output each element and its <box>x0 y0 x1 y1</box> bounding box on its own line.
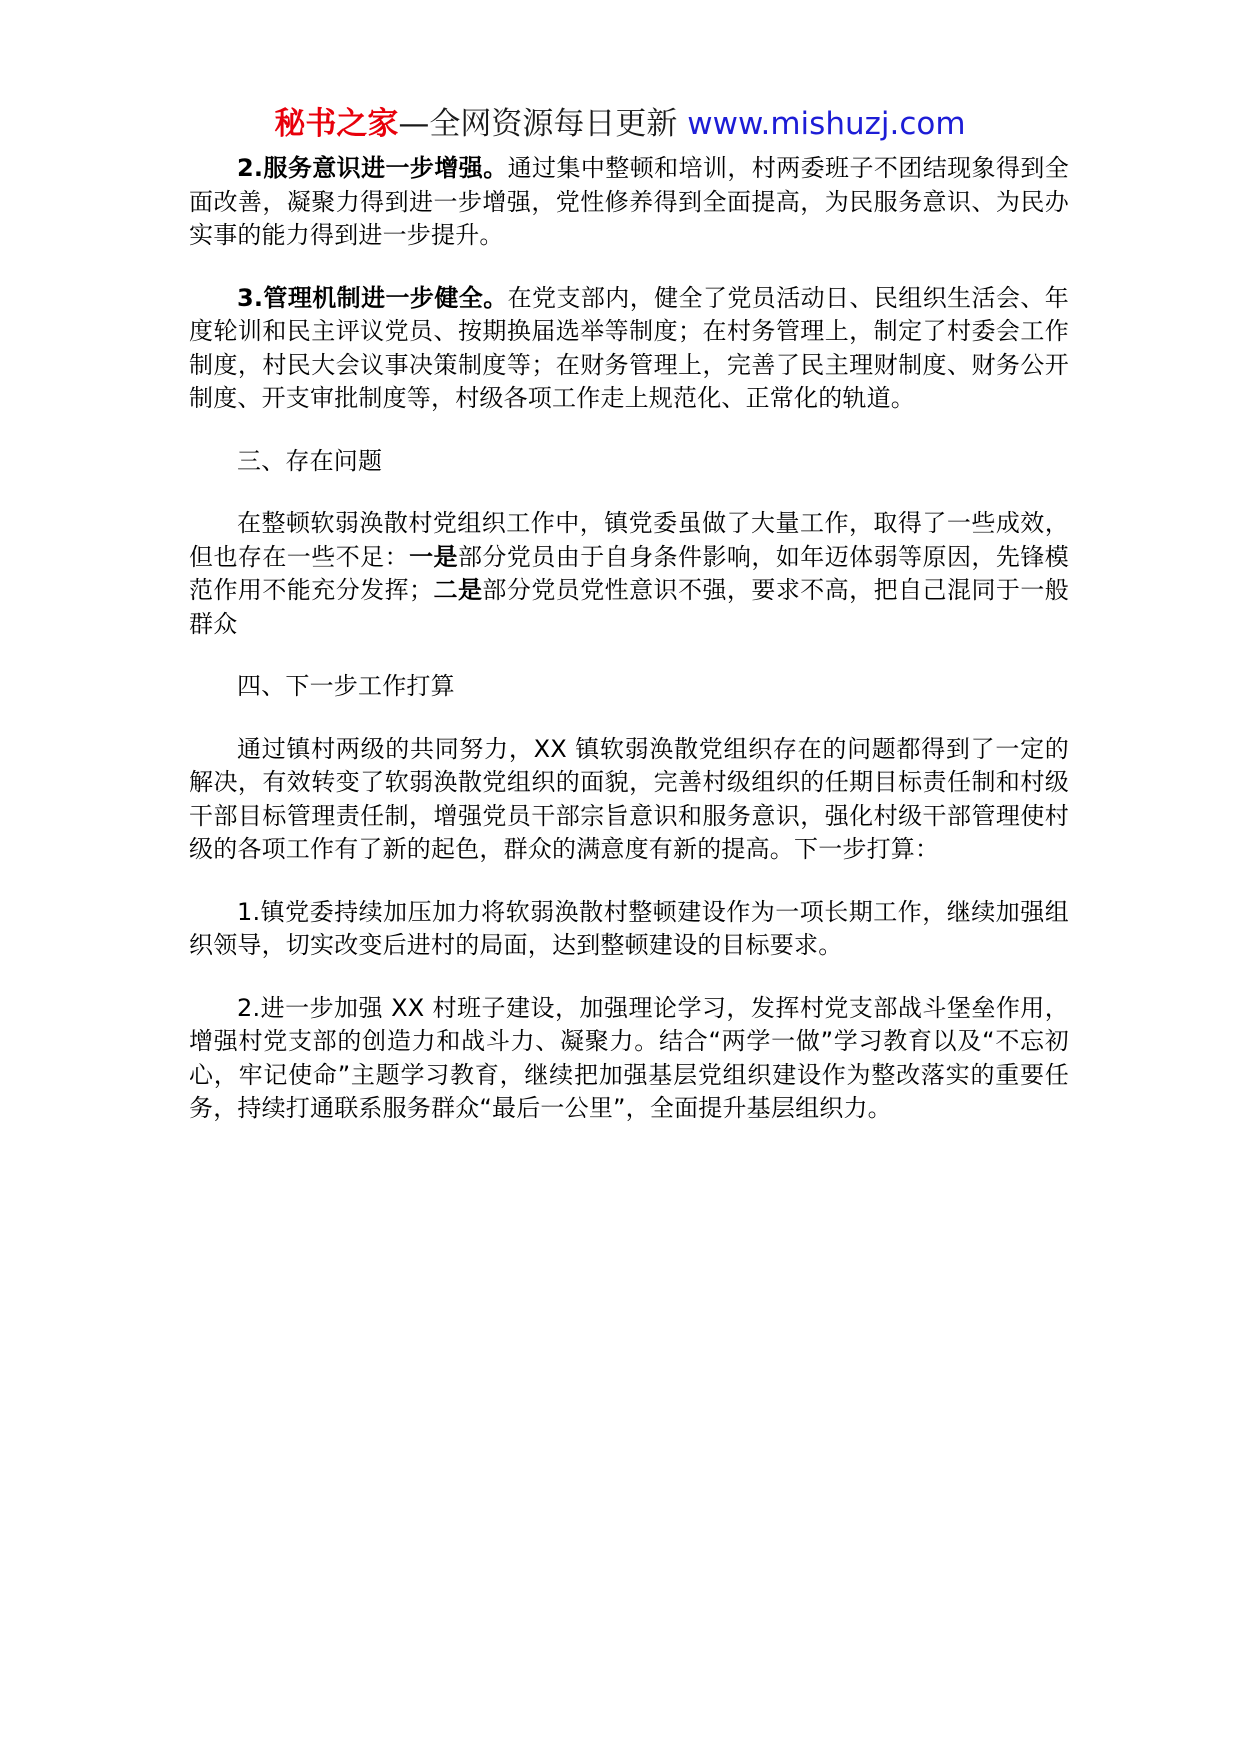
brand-slogan: —全网资源每日更新 <box>398 106 688 142</box>
paragraph-text: 在党支部内，健全了党员活动日、民组织生活会、年度轮训和民主评议党员、按期换届选举等制度；在村务管理上，制定了村委会工作制度，村民大会议事决策制度等；在财务管理上，完善了民主理财制度、财务公开制度、开支审批制度等，村级各项工作走上规范化、正常化的轨道。 <box>189 283 1069 412</box>
point-one-bold: 一是 <box>409 542 458 571</box>
paragraph-text: 在整顿软弱涣散村党组织工作中，镇党委虽做了大量工作，取得了一些成效，但也存在一些不足： <box>189 509 1069 571</box>
brand-url[interactable]: www.mishuzj.com <box>687 106 966 142</box>
paragraph-text: 部分党员党性意识不强，要求不高，把自己混同于一般群众 <box>189 576 1069 638</box>
paragraph-problems <box>189 507 1069 641</box>
point-two-bold: 二是 <box>433 576 483 604</box>
page-header <box>0 104 1240 144</box>
paragraph-text: 部分党员由于自身条件影响，如年迈体弱等原因，先锋模范作用不能充分发挥； <box>189 542 1069 604</box>
paragraph-lead-bold: 2.服务意识进一步增强。 <box>237 154 508 182</box>
document-body <box>189 152 1069 1155</box>
paragraph-service-awareness <box>189 152 1069 253</box>
paragraph-next-step-1: 1.镇党委持续加压加力将软弱涣散村整顿建设作为一项长期工作，继续加强组织领导，切实改变后进村的局面，达到整顿建设的目标要求。 <box>189 897 1069 959</box>
section-heading-next-steps: 四、下一步工作打算 <box>237 672 455 700</box>
brand-name: 秘书之家 <box>274 106 399 142</box>
paragraph-text: 通过集中整顿和培训，村两委班子不团结现象得到全面改善，凝聚力得到进一步增强，党性修养得到全面提高，为民服务意识、为民办实事的能力得到进一步提升。 <box>189 154 1069 249</box>
paragraph-next-step-2: 2.进一步加强 XX 村班子建设，加强理论学习，发挥村党支部战斗堡垒作用，增强村党支部的创造力和战斗力、凝聚力。结合“两学一做”学习教育以及“不忘初心，牢记使命”主题学习教育，继续把加强基层党组织建设作为整改落实的重要任务，持续打通联系服务群众“最后一公里”，全面提升基层组织力。 <box>189 993 1069 1122</box>
section-heading-problems: 三、存在问题 <box>237 446 383 475</box>
paragraph-lead-bold: 3.管理机制进一步健全。 <box>237 283 508 312</box>
paragraph-next-steps-intro: 通过镇村两级的共同努力，XX 镇软弱涣散党组织存在的问题都得到了一定的解决，有效转变了软弱涣散党组织的面貌，完善村级组织的任期目标责任制和村级干部目标管理责任制，增强党员干部宗旨意识和服务意识，强化村级干部管理使村级的各项工作有了新的起色，群众的满意度有新的提高。下一步打算： <box>189 734 1069 863</box>
paragraph-management-mechanism <box>189 282 1069 416</box>
